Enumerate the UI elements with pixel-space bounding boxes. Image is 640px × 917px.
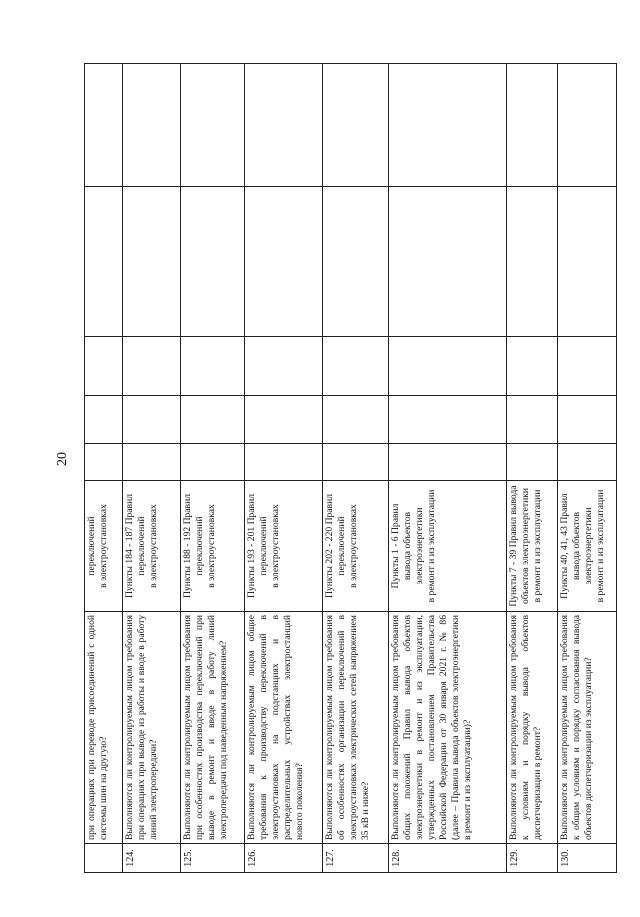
note-cell <box>323 187 388 337</box>
answer-na-cell <box>558 337 617 396</box>
row-number: 126. <box>244 844 323 873</box>
row-number: 128. <box>388 844 506 873</box>
row-question: Выполняются ли контролируемым лицом требования при операциях при выводе из работы и вводе в работу линий электропередачи? <box>123 612 180 844</box>
extra-cell <box>558 64 617 187</box>
row-question: Выполняются ли контролируемым лицом требования к общим условиям и порядку согласования вывода объектов диспетчеризации из эксплуатации? <box>558 612 617 844</box>
extra-cell <box>244 64 323 187</box>
note-cell <box>558 187 617 337</box>
note-cell <box>506 187 558 337</box>
row-reference: Пункты 184 - 187 Правил переключений в электроустановках <box>123 481 180 612</box>
note-cell <box>244 187 323 337</box>
row-question: при операциях при переводе присоединений с одной системы шин на другую? <box>85 612 123 844</box>
answer-no-cell <box>244 396 323 444</box>
answer-yes-cell <box>123 444 180 481</box>
row-question: Выполняются ли контролируемым лицом общие требования к производству переключений в электроустановках на подстанциях и в распределительных устройствах электростанций нового поколения? <box>244 612 323 844</box>
extra-cell <box>388 64 506 187</box>
answer-no-cell <box>558 396 617 444</box>
rotated-table-area <box>84 64 617 873</box>
row-question: Выполняются ли контролируемым лицом требования при особенностях производства переключений при выводе в ремонт и вводе в работу линий электропередачи под наведенным напряжением? <box>180 612 244 844</box>
note-cell <box>388 187 506 337</box>
note-cell <box>123 187 180 337</box>
answer-na-cell <box>388 337 506 396</box>
row-number <box>85 844 123 873</box>
row-reference: Пункты 202 - 220 Правил переключений в электроустановках <box>323 481 388 612</box>
table-row <box>85 64 123 873</box>
row-reference: Пункты 40, 41, 43 Правил вывода объектов электроэнергетики в ремонт и из эксплуатации <box>558 481 617 612</box>
row-reference: Пункты 1 - 6 Правил вывода объектов электроэнергетики в ремонт и из эксплуатации <box>388 481 506 612</box>
note-cell <box>85 187 123 337</box>
answer-yes-cell <box>244 444 323 481</box>
answer-na-cell <box>244 337 323 396</box>
note-cell <box>180 187 244 337</box>
extra-cell <box>323 64 388 187</box>
row-reference: Пункты 7 - 39 Правил вывода объектов электроэнергетики в ремонт и из эксплуатации <box>506 481 558 612</box>
extra-cell <box>180 64 244 187</box>
row-number: 130. <box>558 844 617 873</box>
answer-no-cell <box>388 396 506 444</box>
table-row <box>244 64 323 873</box>
answer-yes-cell <box>558 444 617 481</box>
table-row <box>323 64 388 873</box>
table-row <box>388 64 506 873</box>
answer-no-cell <box>123 396 180 444</box>
row-question: Выполняются ли контролируемым лицом требования к условиям и порядку вывода объектов диспетчеризации в ремонт? <box>506 612 558 844</box>
row-reference: переключений в электроустановках <box>85 481 123 612</box>
row-reference: Пункты 188 - 192 Правил переключений в электроустановках <box>180 481 244 612</box>
answer-yes-cell <box>388 444 506 481</box>
answer-na-cell <box>85 337 123 396</box>
checklist-table <box>84 63 617 873</box>
page-number: 20 <box>55 452 70 466</box>
extra-cell <box>506 64 558 187</box>
row-question: Выполняются ли контролируемым лицом требования общих положений Правил вывода объектов электроэнергетики в ремонт и из эксплуатации, утвержденных постановлением Правительства Российской Федерации от 30 января 2021 г. № 86 (далее – Правила вывода объектов электроэнергетики в ремонт и из эксплуатации)? <box>388 612 506 844</box>
answer-no-cell <box>85 396 123 444</box>
answer-yes-cell <box>180 444 244 481</box>
row-number: 124. <box>123 844 180 873</box>
answer-na-cell <box>180 337 244 396</box>
answer-yes-cell <box>323 444 388 481</box>
answer-na-cell <box>506 337 558 396</box>
row-number: 129. <box>506 844 558 873</box>
table-row <box>123 64 180 873</box>
row-question: Выполняются ли контролируемым лицом требования об особенностях организации переключений в электроустановках электрических сетей напряжением 35 кВ и ниже? <box>323 612 388 844</box>
answer-no-cell <box>323 396 388 444</box>
row-reference: Пункты 193 - 201 Правил переключений в электроустановках <box>244 481 323 612</box>
answer-yes-cell <box>85 444 123 481</box>
table-row <box>506 64 558 873</box>
extra-cell <box>85 64 123 187</box>
extra-cell <box>123 64 180 187</box>
answer-no-cell <box>180 396 244 444</box>
table-row <box>558 64 617 873</box>
answer-no-cell <box>506 396 558 444</box>
table-wrapper <box>84 64 617 873</box>
answer-na-cell <box>123 337 180 396</box>
answer-na-cell <box>323 337 388 396</box>
table-row <box>180 64 244 873</box>
row-number: 127. <box>323 844 388 873</box>
answer-yes-cell <box>506 444 558 481</box>
row-number: 125. <box>180 844 244 873</box>
